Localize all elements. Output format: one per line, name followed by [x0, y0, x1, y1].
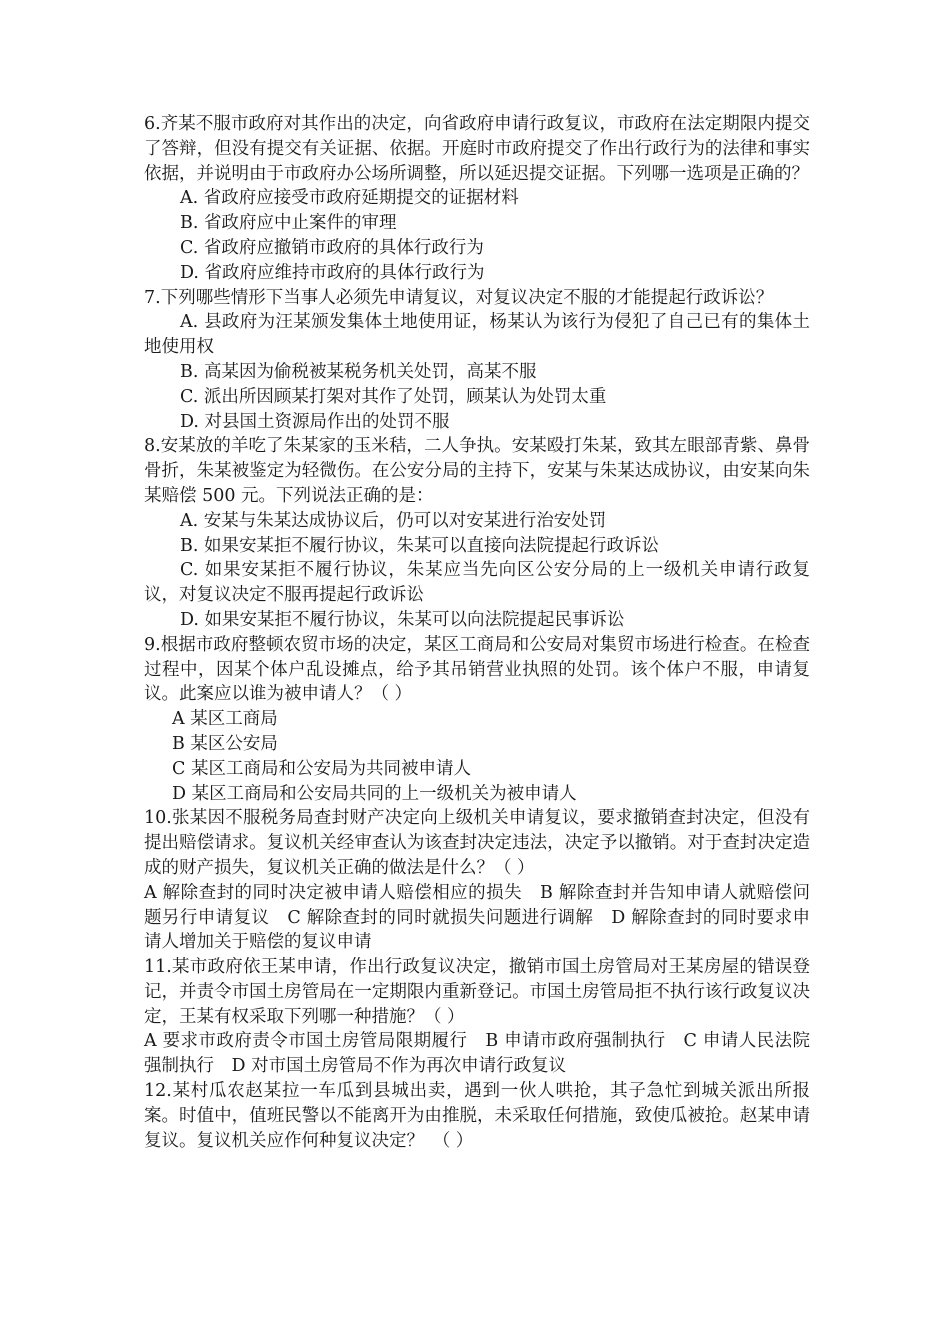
option-c: C 某区工商局和公安局为共同被申请人 — [172, 758, 471, 779]
option-d: D. 对县国土资源局作出的处罚不服 — [180, 411, 450, 432]
option-b: B 某区公安局 — [172, 733, 278, 754]
option-d: D. 省政府应维持市政府的具体行政行为 — [180, 262, 485, 283]
answer-options-line: A 解除查封的同时决定被申请人赔偿相应的损失 B 解除查封并告知申请人就赔偿问题另行申请复议 C 解除查封的同时就损失问题进行调解 D 解除查封的同时要求申请人增加关于赔偿的复议申请 — [144, 882, 810, 953]
option-b: B. 省政府应中止案件的审理 — [180, 213, 397, 234]
question-stem: 10.张某因不服税务局查封财产决定向上级机关申请复议，要求撤销查封决定，但没有提出赔偿请求。复议机关经审查认为该查封决定违法，决定予以撤销。对于查封决定造成的财产损失，复议机关正确的做法是什么？（ ） — [144, 808, 810, 878]
question-stem: 9.根据市政府整顿农贸市场的决定，某区工商局和公安局对集贸市场进行检查。在检查过程中，因某个体户乱设摊点，给予其吊销营业执照的处罚。该个体户不服，申请复议。此案应以谁为被申请人？（ ） — [144, 634, 810, 705]
option-c: C. 省政府应撤销市政府的具体行政行为 — [180, 237, 484, 258]
question-stem: 7.下列哪些情形下当事人必须先申请复议，对复议决定不服的才能提起行政诉讼？ — [144, 287, 774, 308]
option-b: B. 高某因为偷税被某税务机关处罚，高某不服 — [180, 361, 537, 382]
question-stem: 12.某村瓜农赵某拉一车瓜到县城出卖，遇到一伙人哄抢，其子急忙到城关派出所报案。时值中，值班民警以不能离开为由推脱，未采取任何措施，致使瓜被抢。赵某申请复议。复议机关应作何种复议决定？ （ ） — [144, 1081, 810, 1151]
option-d: D 某区工商局和公安局共同的上一级机关为被申请人 — [172, 783, 577, 804]
option-a: A. 县政府为汪某颁发集体土地使用证，杨某认为该行为侵犯了自己已有的集体土地使用权 — [144, 312, 810, 358]
option-a: A. 安某与朱某达成协议后，仍可以对安某进行治安处罚 — [180, 510, 607, 531]
option-a: A. 省政府应接受市政府延期提交的证据材料 — [180, 188, 519, 209]
question-stem: 11.某市政府依王某申请，作出行政复议决定，撤销市国土房管局对王某房屋的错误登记，并责令市国土房管局在一定期限内重新登记。市国土房管局拒不执行该行政复议决定，王某有权采取下列哪一种措施？（ ） — [144, 957, 810, 1027]
option-b: B. 如果安某拒不履行协议，朱某可以直接向法院提起行政诉讼 — [180, 535, 659, 556]
answer-options-line: A 要求市政府责令市国土房管局限期履行 B 申请市政府强制执行 C 申请人民法院强制执行 D 对市国土房管局不作为再次申请行政复议 — [144, 1031, 810, 1077]
option-d: D. 如果安某拒不履行协议，朱某可以向法院提起民事诉讼 — [180, 609, 625, 630]
document-page — [144, 112, 810, 1153]
question-stem: 8.安某放的羊吃了朱某家的玉米秸，二人争执。安某殴打朱某，致其左眼部青紫、鼻骨骨折，朱某被鉴定为轻微伤。在公安分局的主持下，安某与朱某达成协议，由安某向朱某赔偿 500 元。下列说法正确的是： — [144, 436, 810, 506]
question-stem: 6.齐某不服市政府对其作出的决定，向省政府申请行政复议，市政府在法定期限内提交了答辩，但没有提交有关证据、依据。开庭时市政府提交了作出行政行为的法律和事实依据，并说明由于市政府办公场所调整，所以延迟提交证据。下列哪一选项是正确的？ — [144, 114, 810, 184]
option-a: A 某区工商局 — [172, 709, 278, 730]
option-c: C. 派出所因顾某打架对其作了处罚，顾某认为处罚太重 — [180, 386, 607, 407]
option-c: C. 如果安某拒不履行协议，朱某应当先向区公安分局的上一级机关申请行政复议，对复议决定不服再提起行政诉讼 — [144, 560, 810, 606]
